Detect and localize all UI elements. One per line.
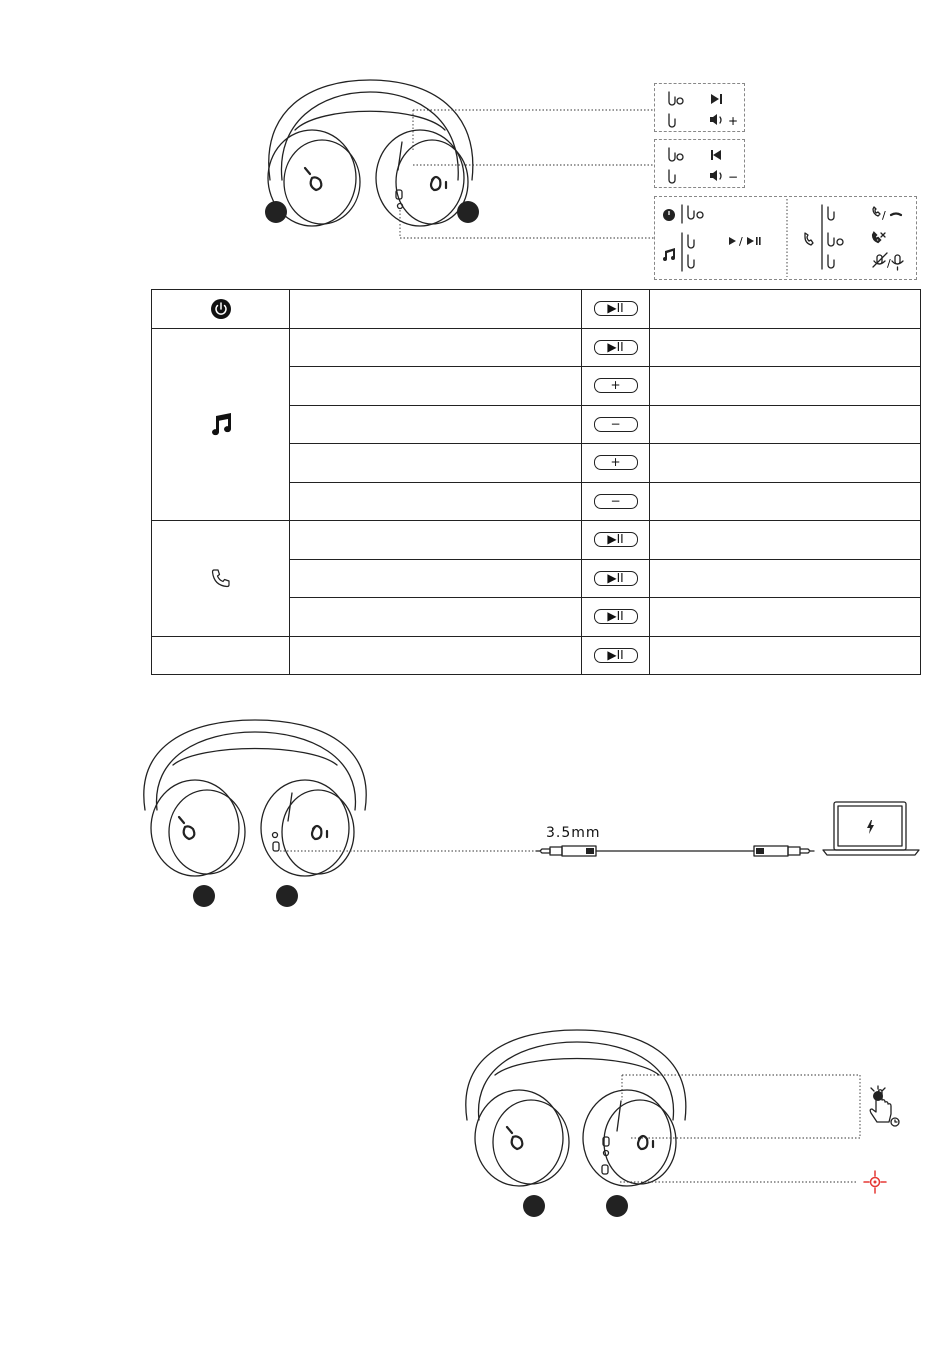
aux-cable-icon — [536, 842, 816, 862]
svg-text:/: / — [887, 257, 891, 270]
callout-leaders — [395, 100, 660, 245]
play-pause-button-icon: ▶II — [594, 648, 638, 663]
volume-up-button-icon: + — [594, 455, 638, 470]
left-cup-marker — [265, 201, 287, 223]
left-cup-marker — [523, 1195, 545, 1217]
table-row — [152, 521, 921, 560]
charging-bolt-icon — [867, 820, 874, 834]
reset-leader-lines — [620, 1070, 870, 1190]
result-cell — [650, 482, 921, 521]
action-cell — [290, 367, 582, 406]
button-cell — [582, 636, 650, 675]
cable-size-label: 3.5mm — [546, 825, 601, 841]
button-cell — [582, 482, 650, 521]
action-cell — [290, 328, 582, 367]
play-pause-button-icon: ▶II — [594, 532, 638, 547]
result-cell — [650, 328, 921, 367]
button-cell — [582, 328, 650, 367]
callout-panel-prev — [654, 139, 745, 188]
result-cell — [650, 598, 921, 637]
button-cell — [582, 559, 650, 598]
action-cell — [290, 636, 582, 675]
button-cell — [582, 290, 650, 329]
table-row — [152, 290, 921, 329]
call-group-cell — [152, 521, 290, 637]
button-cell — [582, 367, 650, 406]
button-cell — [582, 444, 650, 483]
table-row — [152, 328, 921, 367]
press-hold-icon — [868, 1088, 908, 1130]
button-cell — [582, 521, 650, 560]
table-row — [152, 636, 921, 675]
right-cup-marker — [606, 1195, 628, 1217]
play-pause-button-icon: ▶II — [594, 571, 638, 586]
result-cell — [650, 290, 921, 329]
reset-indicator-light-icon — [862, 1169, 888, 1195]
headphones-cable-illustration — [135, 715, 375, 880]
action-cell — [290, 482, 582, 521]
action-cell — [290, 521, 582, 560]
action-cell — [290, 444, 582, 483]
right-cup-marker — [276, 885, 298, 907]
left-cup-marker — [193, 885, 215, 907]
callout-panel-main — [654, 196, 917, 280]
volume-minus-sign: − — [728, 170, 739, 184]
play-pause-button-icon: ▶II — [594, 609, 638, 624]
result-cell — [650, 636, 921, 675]
play-pause-button-icon: ▶II — [594, 340, 638, 355]
play-pause-button-icon: ▶II — [594, 301, 638, 316]
button-cell — [582, 405, 650, 444]
result-cell — [650, 444, 921, 483]
result-cell — [650, 559, 921, 598]
action-cell — [290, 290, 582, 329]
result-cell — [650, 367, 921, 406]
result-cell — [650, 521, 921, 560]
power-icon — [210, 298, 232, 320]
phone-icon — [210, 567, 232, 589]
action-cell — [290, 598, 582, 637]
volume-plus-sign: + — [728, 114, 739, 128]
volume-down-button-icon: − — [594, 494, 638, 509]
power-group-cell — [152, 290, 290, 329]
action-cell — [290, 405, 582, 444]
volume-down-button-icon: − — [594, 417, 638, 432]
other-group-cell — [152, 636, 290, 675]
music-group-cell — [152, 328, 290, 521]
music-note-icon — [207, 412, 235, 436]
svg-text:/: / — [882, 209, 886, 222]
button-cell — [582, 598, 650, 637]
callout-panel-next — [654, 83, 745, 132]
aux-leader-line — [280, 845, 540, 855]
volume-up-button-icon: + — [594, 378, 638, 393]
laptop-icon — [821, 800, 921, 860]
result-cell — [650, 405, 921, 444]
play-slash: / — [739, 235, 743, 248]
controls-table — [151, 289, 921, 675]
action-cell — [290, 559, 582, 598]
